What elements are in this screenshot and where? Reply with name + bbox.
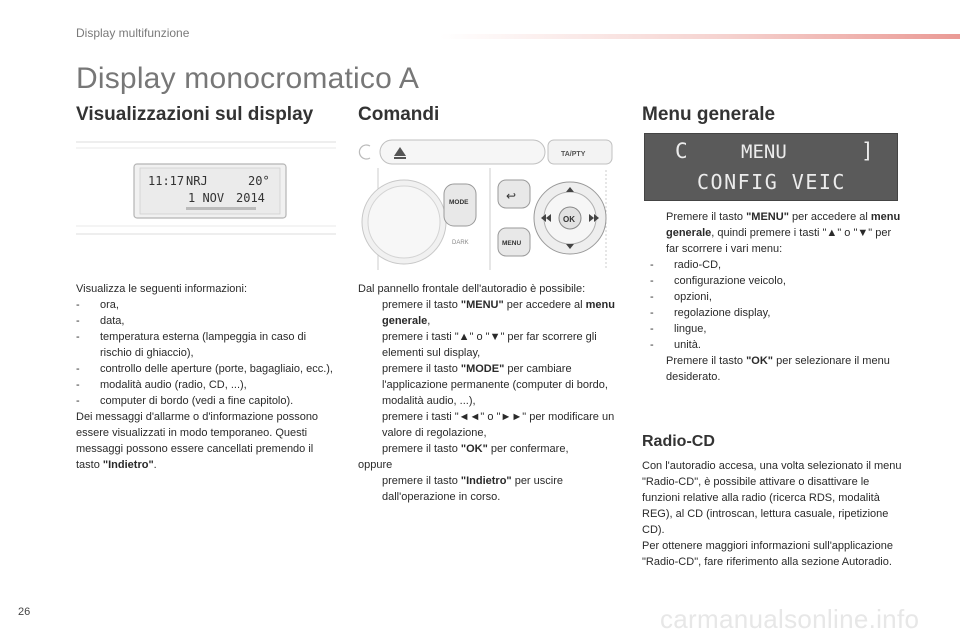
display-intro: Visualizza le seguenti informazioni: — [76, 283, 247, 295]
radio-cd-text — [642, 458, 908, 570]
submenu-item: - lingue, — [650, 323, 707, 335]
display-time: 11:17 — [148, 174, 185, 188]
section-title-radio-cd: Radio-CD — [642, 433, 715, 450]
section-title-menu: Menu generale — [642, 104, 776, 125]
list-item: - modalità audio (radio, CD, ...), — [76, 379, 247, 391]
submenu-item: - regolazione display, — [650, 307, 771, 319]
lcd-bracket-left: C — [675, 139, 688, 163]
lcd-menu-screen — [644, 133, 898, 201]
running-header: Display multifunzione — [76, 26, 190, 40]
list-item: premere i tasti "▲" o "▼" per far scorrere gli elementi sul display, — [382, 331, 597, 359]
page-title: Display monocromatico A — [76, 62, 420, 95]
mode-button: MODE — [449, 199, 469, 206]
radio-cd-paragraph: Con l'autoradio accesa, una volta selezionato il menu "Radio-CD", è possibile attivare o disattivare le funzioni relative alla radio (ricerca RDS, modalità REG), al CD (introscan, lettura casuale, ripetizione CD). — [642, 460, 902, 536]
ta-pty-button: TA/PTY — [561, 151, 586, 158]
display-date-day: 1 NOV — [188, 191, 225, 205]
list-item: premere il tasto "Indietro" per uscire dall'operazione in corso. — [382, 475, 563, 503]
lcd-bracket-right: ] — [861, 139, 874, 163]
list-item: - controllo delle aperture (porte, bagagliaio, ecc.), — [76, 363, 333, 375]
list-item: premere il tasto "MENU" per accedere al menu generale, — [382, 299, 615, 327]
list-item: premere il tasto "MODE" per cambiare l'applicazione permanente (computer di bordo, modalità audio, ...), — [382, 363, 608, 407]
list-item: - data, — [76, 315, 125, 327]
display-temperature: 20° — [248, 174, 270, 188]
lcd-menu-label: MENU — [741, 141, 787, 163]
list-item: - ora, — [76, 299, 119, 311]
section-title-display: Visualizzazioni sul display — [76, 104, 314, 125]
list-item: premere il tasto "OK" per confermare, — [382, 443, 569, 455]
radio-cd-paragraph-2: Per ottenere maggiori informazioni sull'applicazione "Radio-CD", fare riferimento alla sezione Autoradio. — [642, 540, 893, 568]
watermark: carmanualsonline.info — [660, 604, 920, 634]
submenu-item: - radio-CD, — [650, 259, 722, 271]
menu-text — [642, 209, 906, 385]
menu-button: MENU — [502, 240, 522, 247]
list-item: - temperatura esterna (lampeggia in caso di rischio di ghiaccio), — [76, 331, 307, 359]
submenu-item: - opzioni, — [650, 291, 712, 303]
section-title-controls: Comandi — [358, 104, 440, 125]
list-item: premere i tasti "◄◄" o "►►" per modificare un valore di regolazione, — [382, 411, 615, 439]
submenu-item: - unità. — [650, 339, 701, 351]
ok-button: OK — [563, 215, 575, 224]
controls-intro: Dal pannello frontale dell'autoradio è possibile: — [358, 283, 586, 295]
oppure-text: oppure — [358, 459, 393, 471]
display-date-year: 2014 — [236, 191, 265, 205]
list-item: Premere il tasto "OK" per selezionare il menu desiderato. — [666, 355, 890, 383]
display-info-text — [76, 281, 338, 473]
header-rule — [440, 34, 960, 39]
controls-illustration — [356, 136, 624, 272]
list-item: - computer di bordo (vedi a fine capitolo). — [76, 395, 294, 407]
display-radio: NRJ — [186, 174, 208, 188]
display-illustration — [76, 138, 336, 248]
page-number: 26 — [18, 606, 31, 618]
submenu-item: - configurazione veicolo, — [650, 275, 786, 287]
lcd-config-label: CONFIG VEIC — [697, 170, 846, 194]
back-button: ↩ — [506, 189, 517, 203]
list-item: Premere il tasto "MENU" per accedere al menu generale, quindi premere i tasti "▲" o "▼" per far scorrere i vari menu: — [666, 211, 901, 255]
controls-text — [358, 281, 624, 505]
display-outro: Dei messaggi d'allarme o d'informazione possono essere visualizzati in modo temporaneo. Questi messaggi possono essere cancellati premendo il tasto "Indietro". — [76, 411, 319, 471]
dark-button: DARK — [452, 240, 469, 246]
